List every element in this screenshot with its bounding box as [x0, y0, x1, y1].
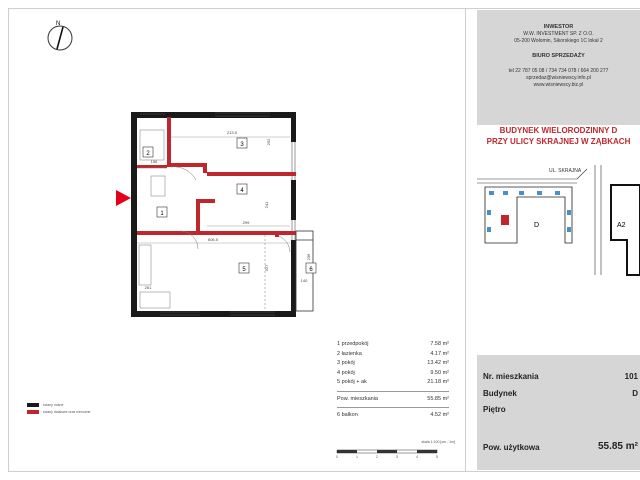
legend-label-bearing: ściany nośne	[43, 403, 64, 407]
room-row	[337, 370, 449, 380]
keymap-building-a2: A2	[617, 222, 626, 229]
scale-tick: 2	[376, 455, 378, 459]
dim-label: 241	[264, 201, 269, 209]
scale-tick: 1	[356, 455, 358, 459]
entry-arrow-icon	[116, 190, 131, 206]
investor-company: W.W. INVESTMENT SP. Z O.O.	[523, 31, 594, 37]
room-area: 21.18 m²	[427, 379, 449, 385]
building-value: D	[632, 389, 638, 398]
investor-heading: INWESTOR	[543, 24, 574, 30]
dim-label: 213.5	[226, 130, 238, 135]
room-area-list	[337, 341, 449, 422]
panel-divider	[465, 8, 466, 472]
total-area-label: Pow. mieszkania	[337, 395, 378, 402]
keymap-building-d: D	[534, 222, 540, 229]
room-1-label: 1	[160, 211, 164, 217]
dim-label: 606.5	[207, 237, 219, 242]
scale-label: skala 1:100 [cm - 1m]	[421, 440, 455, 444]
building-label: Budynek	[483, 389, 517, 398]
site-plan-graphic	[477, 165, 640, 285]
dim-label: 140	[300, 278, 308, 283]
room-area: 4.17 m²	[430, 350, 449, 357]
scale-graphic	[335, 446, 460, 462]
apartment-info-panel	[477, 355, 640, 470]
scale-bar	[335, 440, 460, 462]
sales-email[interactable]: sprzedaz@wisniewscy.info.pl	[526, 75, 591, 81]
sales-website[interactable]: www.wisniewscy.biz.pl	[533, 82, 584, 88]
dim-label: 261	[144, 285, 152, 290]
scale-tick: 5	[436, 455, 438, 459]
room-list-divider	[337, 391, 449, 392]
room-name: 2 łazienka	[337, 350, 362, 357]
room-area: 7.58 m²	[430, 341, 449, 347]
floor-plan	[0, 0, 465, 330]
room-4-label: 4	[240, 188, 244, 194]
room-name: 4 pokój	[337, 369, 355, 376]
site-keymap	[477, 165, 640, 285]
total-area-value: 55.85 m²	[427, 395, 449, 402]
total-area-row	[337, 396, 449, 406]
apartment-number-value: 101	[624, 372, 638, 381]
room-row	[337, 360, 449, 370]
balcony-row	[337, 412, 449, 422]
scale-tick: 4	[416, 455, 418, 459]
dim-label: 156	[150, 159, 158, 164]
room-row	[337, 351, 449, 361]
dim-label: 327	[264, 264, 269, 272]
street-label: UL. SKRAJNA	[549, 168, 582, 174]
room-5-label: 5	[242, 267, 246, 273]
scale-tick: 3	[396, 455, 398, 459]
legend-swatch-partition	[27, 410, 39, 414]
room-name: 1 przedpokój	[337, 341, 369, 347]
apartment-number-label: Nr. mieszkania	[483, 372, 539, 381]
investor-address: 05-200 Wołomin, Sikorskiego 1C lokal 2	[514, 38, 603, 44]
balcony-label: 6 balkon	[337, 412, 358, 418]
room-area: 9.50 m²	[430, 369, 449, 376]
room-list-divider	[337, 407, 449, 408]
room-6-label: 6	[309, 267, 313, 273]
dim-label: 299	[242, 220, 250, 225]
investor-panel	[477, 10, 640, 125]
room-3-label: 3	[240, 142, 244, 148]
legend-swatch-bearing	[27, 403, 39, 407]
usable-area-value: 55.85 m²	[597, 441, 638, 452]
dim-label: 236	[306, 253, 311, 261]
balcony-area: 4.52 m²	[430, 412, 449, 418]
compass-north-label: N	[56, 21, 61, 27]
sales-heading: BIURO SPRZEDAŻY	[532, 53, 585, 59]
dim-label: 252	[266, 138, 271, 146]
building-title	[477, 125, 640, 147]
room-name: 3 pokój	[337, 360, 355, 366]
room-name: 5 pokój + ak	[337, 379, 367, 385]
building-title-line2: PRZY ULICY SKRAJNEJ W ZĄBKACH	[486, 137, 631, 146]
building-title-line1: BUDYNEK WIELORODZINNY D	[499, 126, 618, 135]
sales-phones: tel 22 787 05 08 / 734 734 078 / 664 200 277	[508, 68, 609, 74]
usable-area-label: Pow. użytkowa	[483, 443, 540, 452]
room-2-label: 2	[146, 151, 150, 157]
room-area: 13.42 m²	[427, 360, 449, 366]
room-row	[337, 379, 449, 389]
room-row	[337, 341, 449, 351]
legend	[27, 403, 117, 431]
floor-label: Piętro	[483, 405, 506, 414]
legend-label-partition: ściany działowe oraz nienośne	[43, 410, 91, 414]
scale-tick: 0	[336, 455, 338, 459]
